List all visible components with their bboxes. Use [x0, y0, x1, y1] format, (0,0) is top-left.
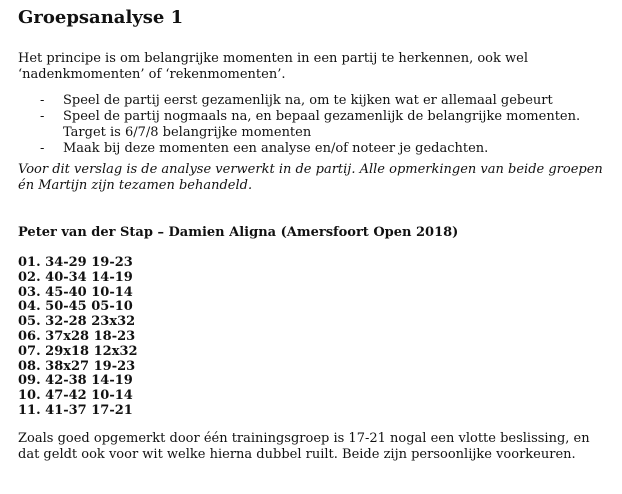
document-page [18, 6, 608, 463]
step-item [18, 109, 608, 141]
document-title: Groepsanalyse 1 [18, 7, 184, 28]
move-list [18, 256, 608, 419]
note-paragraph: Voor dit verslag is de analyse verwerkt in de partij. Alle opmerkingen van beide groepen én Martijn zijn tezamen behandeld. [18, 162, 603, 193]
steps-list [18, 93, 608, 157]
step-text: Speel de partij eerst gezamenlijk na, om te kijken wat er allemaal gebeurt [63, 93, 553, 108]
list-dash: - [40, 93, 45, 108]
move-line: 10. 47-42 10-14 [18, 388, 133, 404]
step-text: Maak bij deze momenten een analyse en/of noteer je gedachten. [63, 141, 489, 156]
list-dash: - [40, 109, 45, 124]
outro-paragraph: Zoals goed opgemerkt door één trainingsgroep is 17-21 nogal een vlotte beslissing, en dat geldt ook voor wit welke hierna dubbel ruilt. Beide zijn persoonlijke voorkeuren. [18, 430, 590, 462]
list-dash: - [40, 141, 45, 156]
move-line: 06. 37x28 18-23 [18, 328, 136, 344]
game-heading: Peter van der Stap – Damien Aligna (Amersfoort Open 2018) [18, 225, 459, 240]
move-line: 05. 32-28 23x32 [18, 314, 136, 330]
move-line: 07. 29x18 12x32 [18, 343, 138, 359]
step-text: Speel de partij nogmaals na, en bepaal gezamenlijk de belangrijke momenten. Target is 6/7/8 belangrijke momenten [63, 109, 581, 140]
move-line: 09. 42-38 14-19 [18, 373, 133, 389]
intro-paragraph: Het principe is om belangrijke momenten in een partij te herkennen, ook wel ‘nadenkmomenten’ of ‘rekenmomenten’. [18, 51, 528, 82]
move-line: 08. 38x27 19-23 [18, 358, 136, 374]
move-line: 04. 50-45 05-10 [18, 299, 133, 315]
step-item [18, 93, 608, 109]
move-line: 01. 34-29 19-23 [18, 255, 133, 270]
step-item [18, 141, 608, 157]
move-line: 02. 40-34 14-19 [18, 269, 133, 285]
move-line: 11. 41-37 17-21 [18, 402, 133, 418]
move-line: 03. 45-40 10-14 [18, 284, 133, 300]
